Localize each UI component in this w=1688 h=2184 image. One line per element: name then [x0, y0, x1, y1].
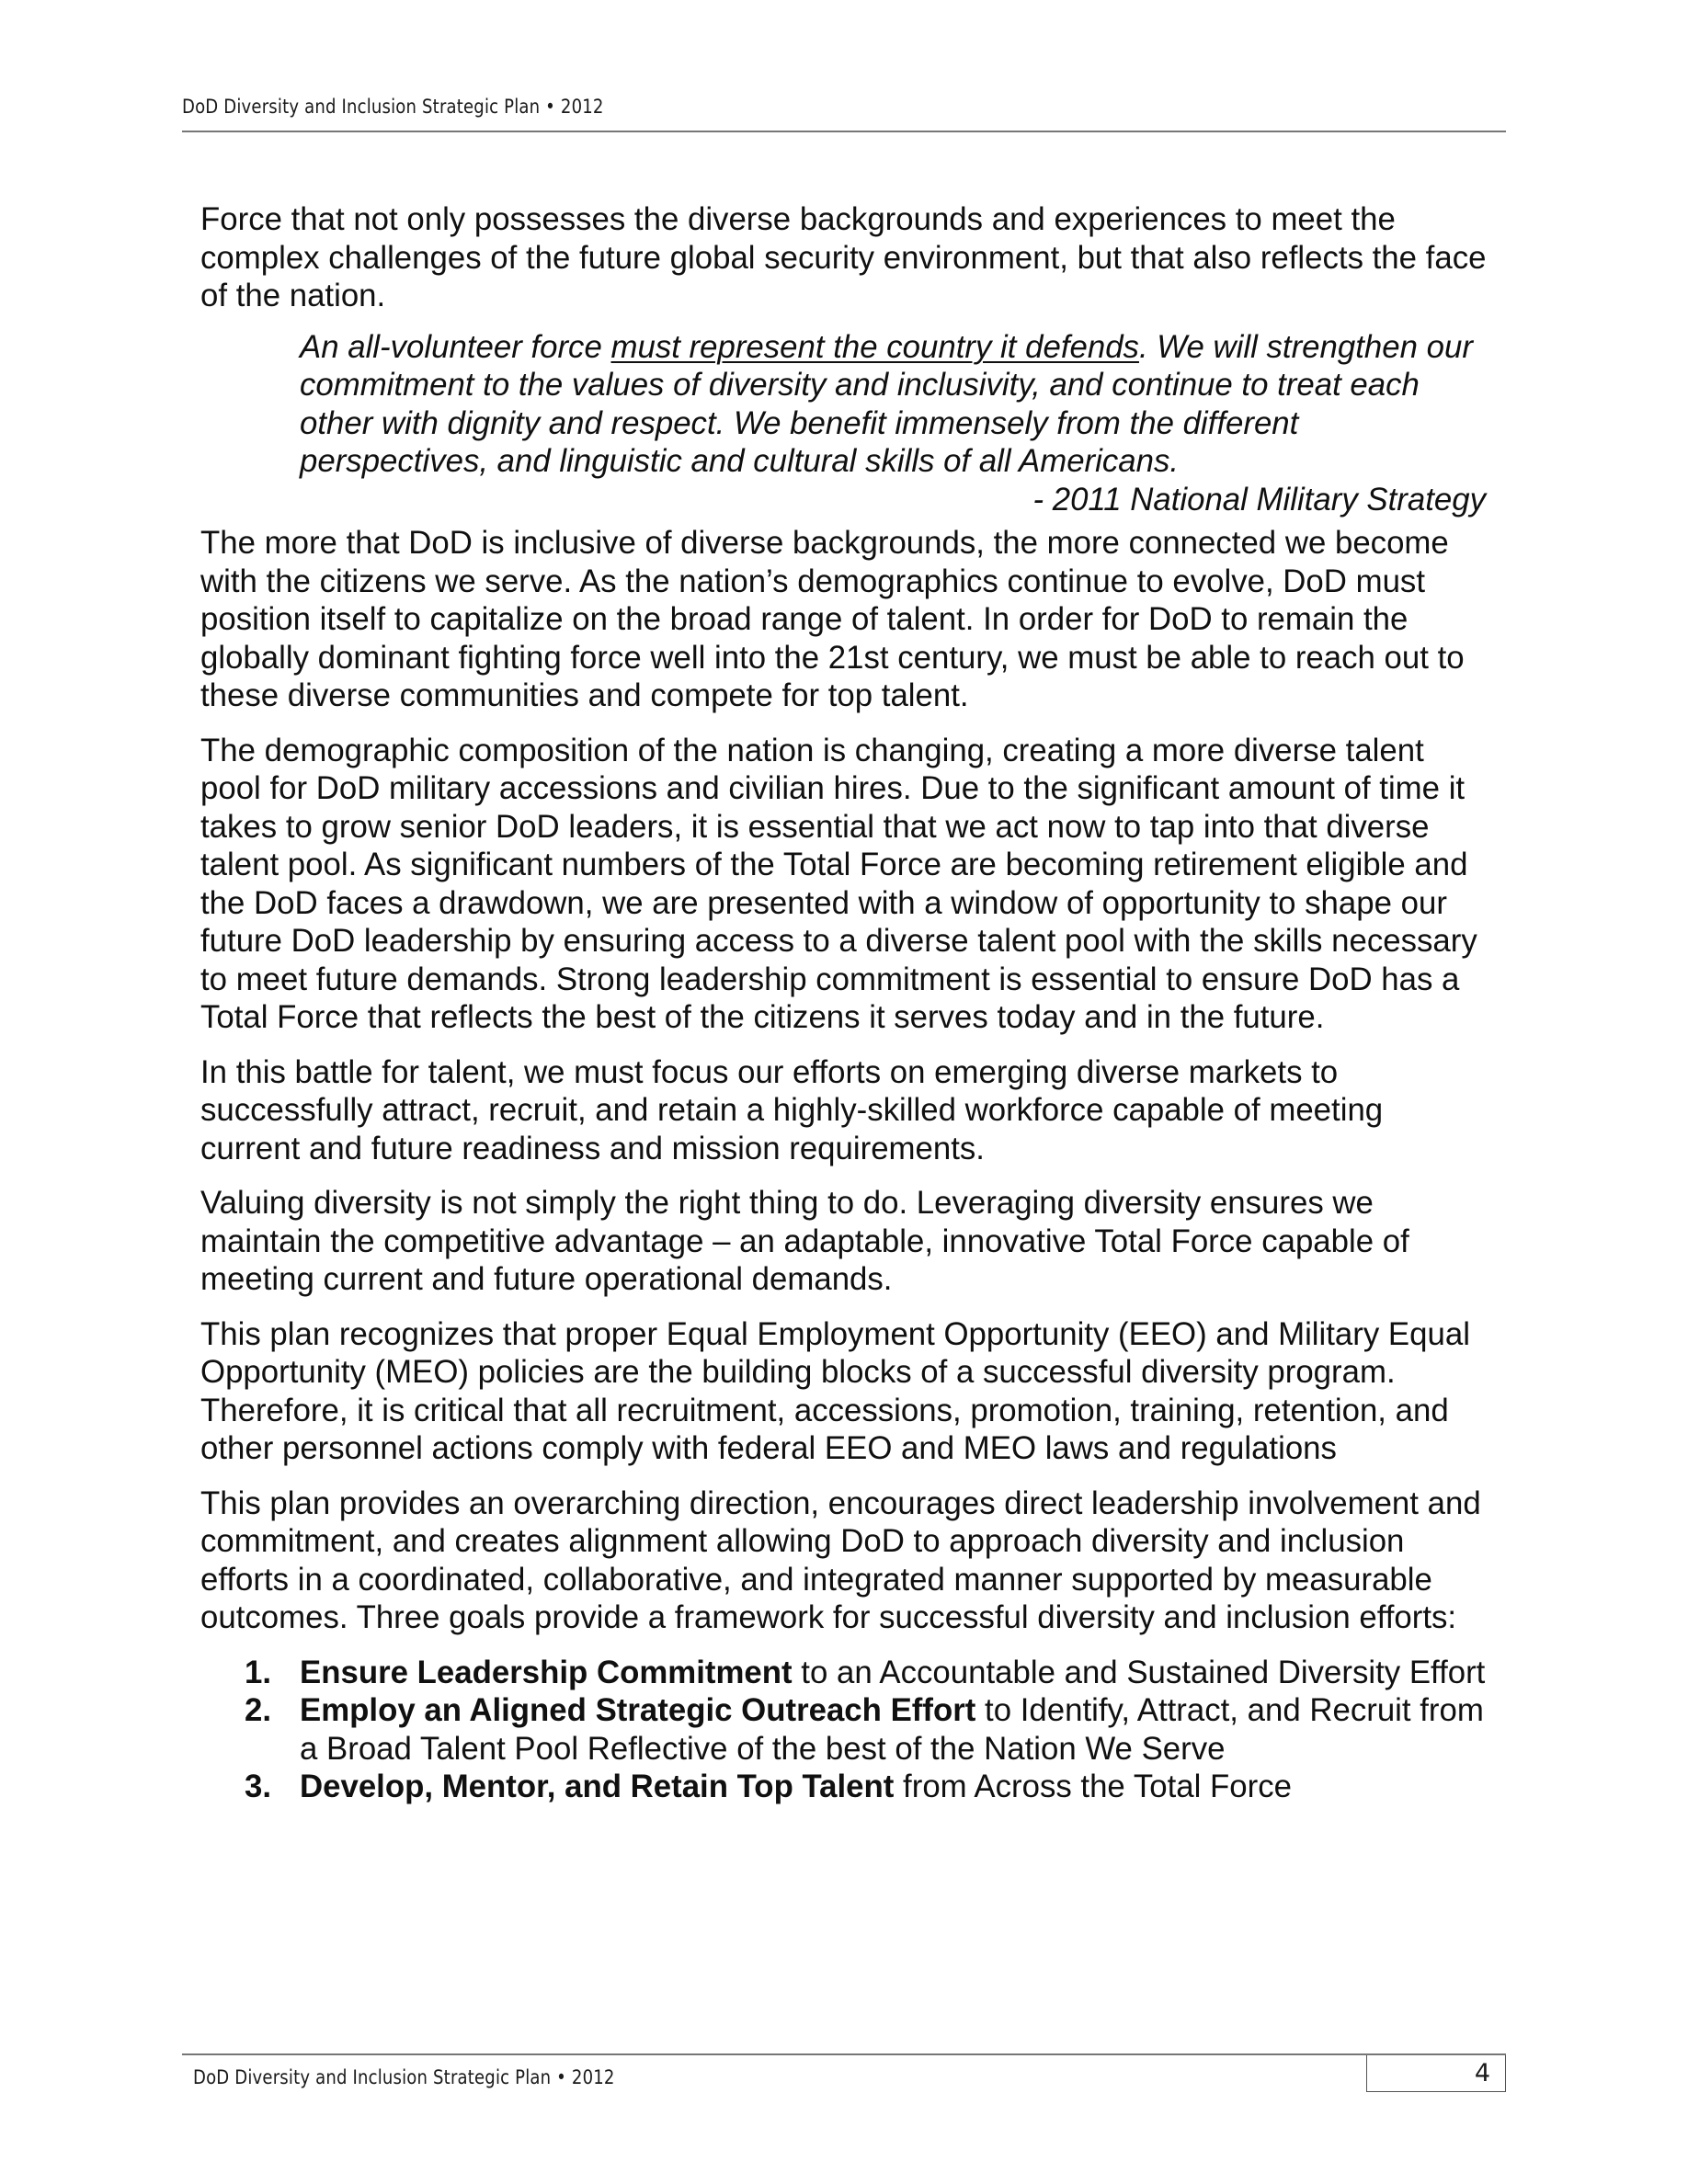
page-footer	[182, 2053, 1506, 2088]
goal-number: 2.	[245, 1692, 272, 1728]
goal-number: 3.	[245, 1769, 272, 1804]
goal-title: Develop, Mentor, and Retain Top Talent	[300, 1769, 895, 1804]
block-quote	[300, 328, 1486, 481]
goal-title: Ensure Leadership Commitment	[300, 1654, 793, 1690]
paragraph-valuing-diversity: Valuing diversity is not simply the right thing to do. Leveraging diversity ensures we maintain the competitive advantage – an adaptable, innovative Total Force capable of meeting current and future operational demands.	[200, 1185, 1409, 1297]
goal-description: from Across the Total Force	[894, 1769, 1292, 1804]
footer-title: DoD Diversity and Inclusion Strategic Plan • 2012	[193, 2066, 615, 2088]
paragraph-demographics: The demographic composition of the nation is changing, creating a more diverse talent pool for DoD military accessions and civilian hires. Due to the significant amount of time it takes to grow senior DoD leaders, it is essential that we act now to tap into that diverse talent pool. As significant numbers of the Total Force are becoming retirement eligible and the DoD faces a drawdown, we are presented with a window of opportunity to shape our future DoD leadership by ensuring access to a diverse talent pool with the skills necessary to meet future demands. Strong leadership commitment is essential to ensure DoD has a Total Force that reflects the best of the citizens it serves today and in the future.	[200, 732, 1477, 1035]
goal-item	[200, 1691, 1488, 1768]
goal-item	[200, 1654, 1488, 1692]
paragraph-plan-direction: This plan provides an overarching direction, encourages direct leadership involvement and commitment, and creates alignment allowing DoD to approach diversity and inclusion efforts in a coordinated, collaborative, and integrated manner supported by measurable outcomes. Three goals provide a framework for successful diversity and inclusion efforts:	[200, 1484, 1481, 1635]
quote-text-start: An all-volunteer force	[300, 328, 611, 365]
goal-item	[200, 1768, 1488, 1806]
goals-list	[200, 1654, 1488, 1806]
quote-text-end: . We will strengthen our commitment to the values of diversity and inclusivity, and continue to treat each other with dignity and respect. We benefit immensely from the different perspectives, and linguistic and cultural skills of all Americans.	[300, 328, 1473, 479]
goal-number: 1.	[245, 1654, 272, 1690]
page-number-box	[1366, 2055, 1506, 2092]
goal-description: to an Accountable and Sustained Diversity Effort	[792, 1654, 1486, 1690]
page-number: 4	[1474, 2059, 1490, 2087]
document-body	[200, 200, 1488, 1806]
paragraph-inclusion: The more that DoD is inclusive of diverse backgrounds, the more connected we become with the citizens we serve. As the nation’s demographics continue to evolve, DoD must position itself to capitalize on the broad range of talent. In order for DoD to remain the globally dominant fighting force well into the 21st century, we must be able to reach out to these diverse communities and compete for top talent.	[200, 525, 1465, 713]
goal-description: to Identify, Attract, and Recruit from a Broad Talent Pool Reflective of the best of the Nation We Serve	[300, 1692, 1484, 1767]
paragraph-talent: In this battle for talent, we must focus our efforts on emerging diverse markets to successfully attract, recruit, and retain a highly-skilled workforce capable of meeting current and future readiness and mission requirements.	[200, 1053, 1384, 1166]
quote-underlined-text: must represent the country it defends	[610, 328, 1139, 365]
header-title: DoD Diversity and Inclusion Strategic Plan • 2012	[182, 96, 604, 118]
page-header	[182, 96, 1506, 132]
quote-attribution: - 2011 National Military Strategy	[1032, 481, 1486, 518]
paragraph-intro: Force that not only possesses the diverse backgrounds and experiences to meet the complex challenges of the future global security environment, but that also reflects the face of the nation.	[200, 201, 1487, 313]
goal-title: Employ an Aligned Strategic Outreach Effort	[300, 1692, 976, 1728]
paragraph-eeo-meo: This plan recognizes that proper Equal Employment Opportunity (EEO) and Military Equal Opportunity (MEO) policies are the building blocks of a successful diversity program. Therefore, it is critical that all recruitment, accessions, promotion, training, retention, and other personnel actions comply with federal EEO and MEO laws and regulations	[200, 1315, 1470, 1466]
